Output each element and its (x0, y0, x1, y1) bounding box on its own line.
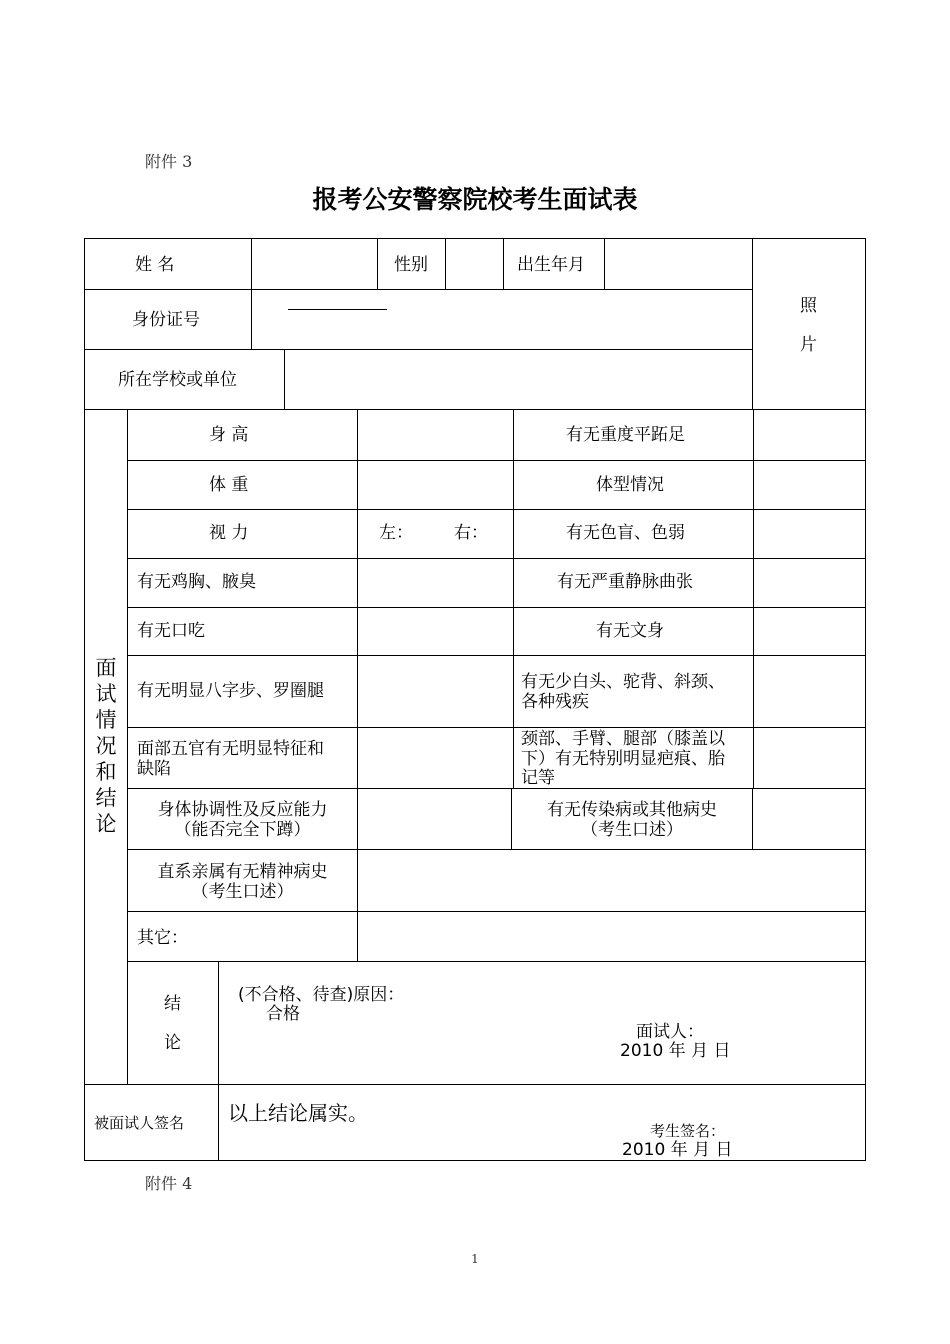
signature-statement: 以上结论属实。 (228, 1101, 368, 1125)
photo-label-2: 片 (800, 335, 817, 355)
vision-label: 视 力 (209, 523, 249, 543)
stutter-label: 有无口吃 (137, 621, 205, 641)
school-field[interactable] (286, 352, 750, 407)
conclusion-reason: (不合格、待查)原因： (238, 985, 405, 1005)
chest-label: 有无鸡胸、腋臭 (137, 572, 256, 592)
signature-date: 2010 年 月 日 (622, 1140, 733, 1160)
color-blind-label: 有无色盲、色弱 (566, 523, 685, 543)
gender-label: 性别 (394, 255, 428, 275)
conclusion-pass: 合格 (266, 1004, 300, 1024)
interviewer-label: 面试人： (636, 1022, 704, 1042)
other-label: 其它： (137, 928, 188, 948)
disease-label-2: （考生口述） (581, 820, 683, 840)
face-label-2: 缺陷 (137, 759, 171, 779)
weight-label: 体 重 (209, 475, 249, 495)
id-number-label: 身份证号 (132, 310, 200, 330)
mental-history-label-2: （考生口述） (191, 882, 294, 902)
candidate-signature-label: 考生签名： (650, 1122, 726, 1140)
scar-label-3: 记等 (521, 768, 555, 788)
page-title: 报考公安警察院校考生面试表 (312, 185, 638, 214)
coordination-label-1: 身体协调性及反应能力 (157, 800, 328, 820)
varicose-label: 有无严重静脉曲张 (557, 572, 693, 592)
photo-label-1: 照 (800, 296, 817, 316)
face-label-1: 面部五官有无明显特征和 (137, 739, 324, 759)
mental-history-label-1: 直系亲属有无精神病史 (157, 862, 328, 882)
school-label: 所在学校或单位 (118, 370, 237, 390)
flatfoot-label: 有无重度平跖足 (566, 425, 685, 445)
vision-left-label: 左： (379, 523, 413, 543)
disease-label-1: 有无传染病或其他病史 (547, 800, 717, 820)
scar-label-2: 下）有无特别明显疤痕、胎 (521, 749, 725, 769)
conclusion-label-1: 结 (164, 994, 181, 1014)
body-type-label: 体型情况 (596, 475, 664, 495)
page-number: 1 (471, 1252, 479, 1266)
birth-date-label: 出生年月 (517, 255, 585, 275)
id-number-field[interactable] (288, 309, 387, 310)
hair-label-1: 有无少白头、驼背、斜颈、 (521, 672, 725, 692)
hair-label-2: 各种残疾 (521, 692, 589, 712)
coordination-label-2: （能否完全下蹲） (174, 820, 311, 840)
height-label: 身 高 (209, 425, 249, 445)
name-label: 姓 名 (135, 255, 175, 275)
gait-label: 有无明显八字步、罗圈腿 (137, 681, 324, 701)
conclusion-date: 2010 年 月 日 (620, 1041, 731, 1061)
conclusion-label-2: 论 (164, 1033, 181, 1053)
attachment-label-bottom: 附件 4 (145, 1174, 193, 1193)
interview-side-label: 面 试 情 况 和 结 论 (95, 656, 117, 836)
tattoo-label: 有无文身 (596, 621, 664, 641)
scar-label-1: 颈部、手臂、腿部（膝盖以 (521, 729, 725, 749)
signee-label: 被面试人签名 (94, 1114, 185, 1132)
vision-right-label: 右： (454, 523, 488, 543)
attachment-label: 附件 3 (145, 152, 193, 171)
